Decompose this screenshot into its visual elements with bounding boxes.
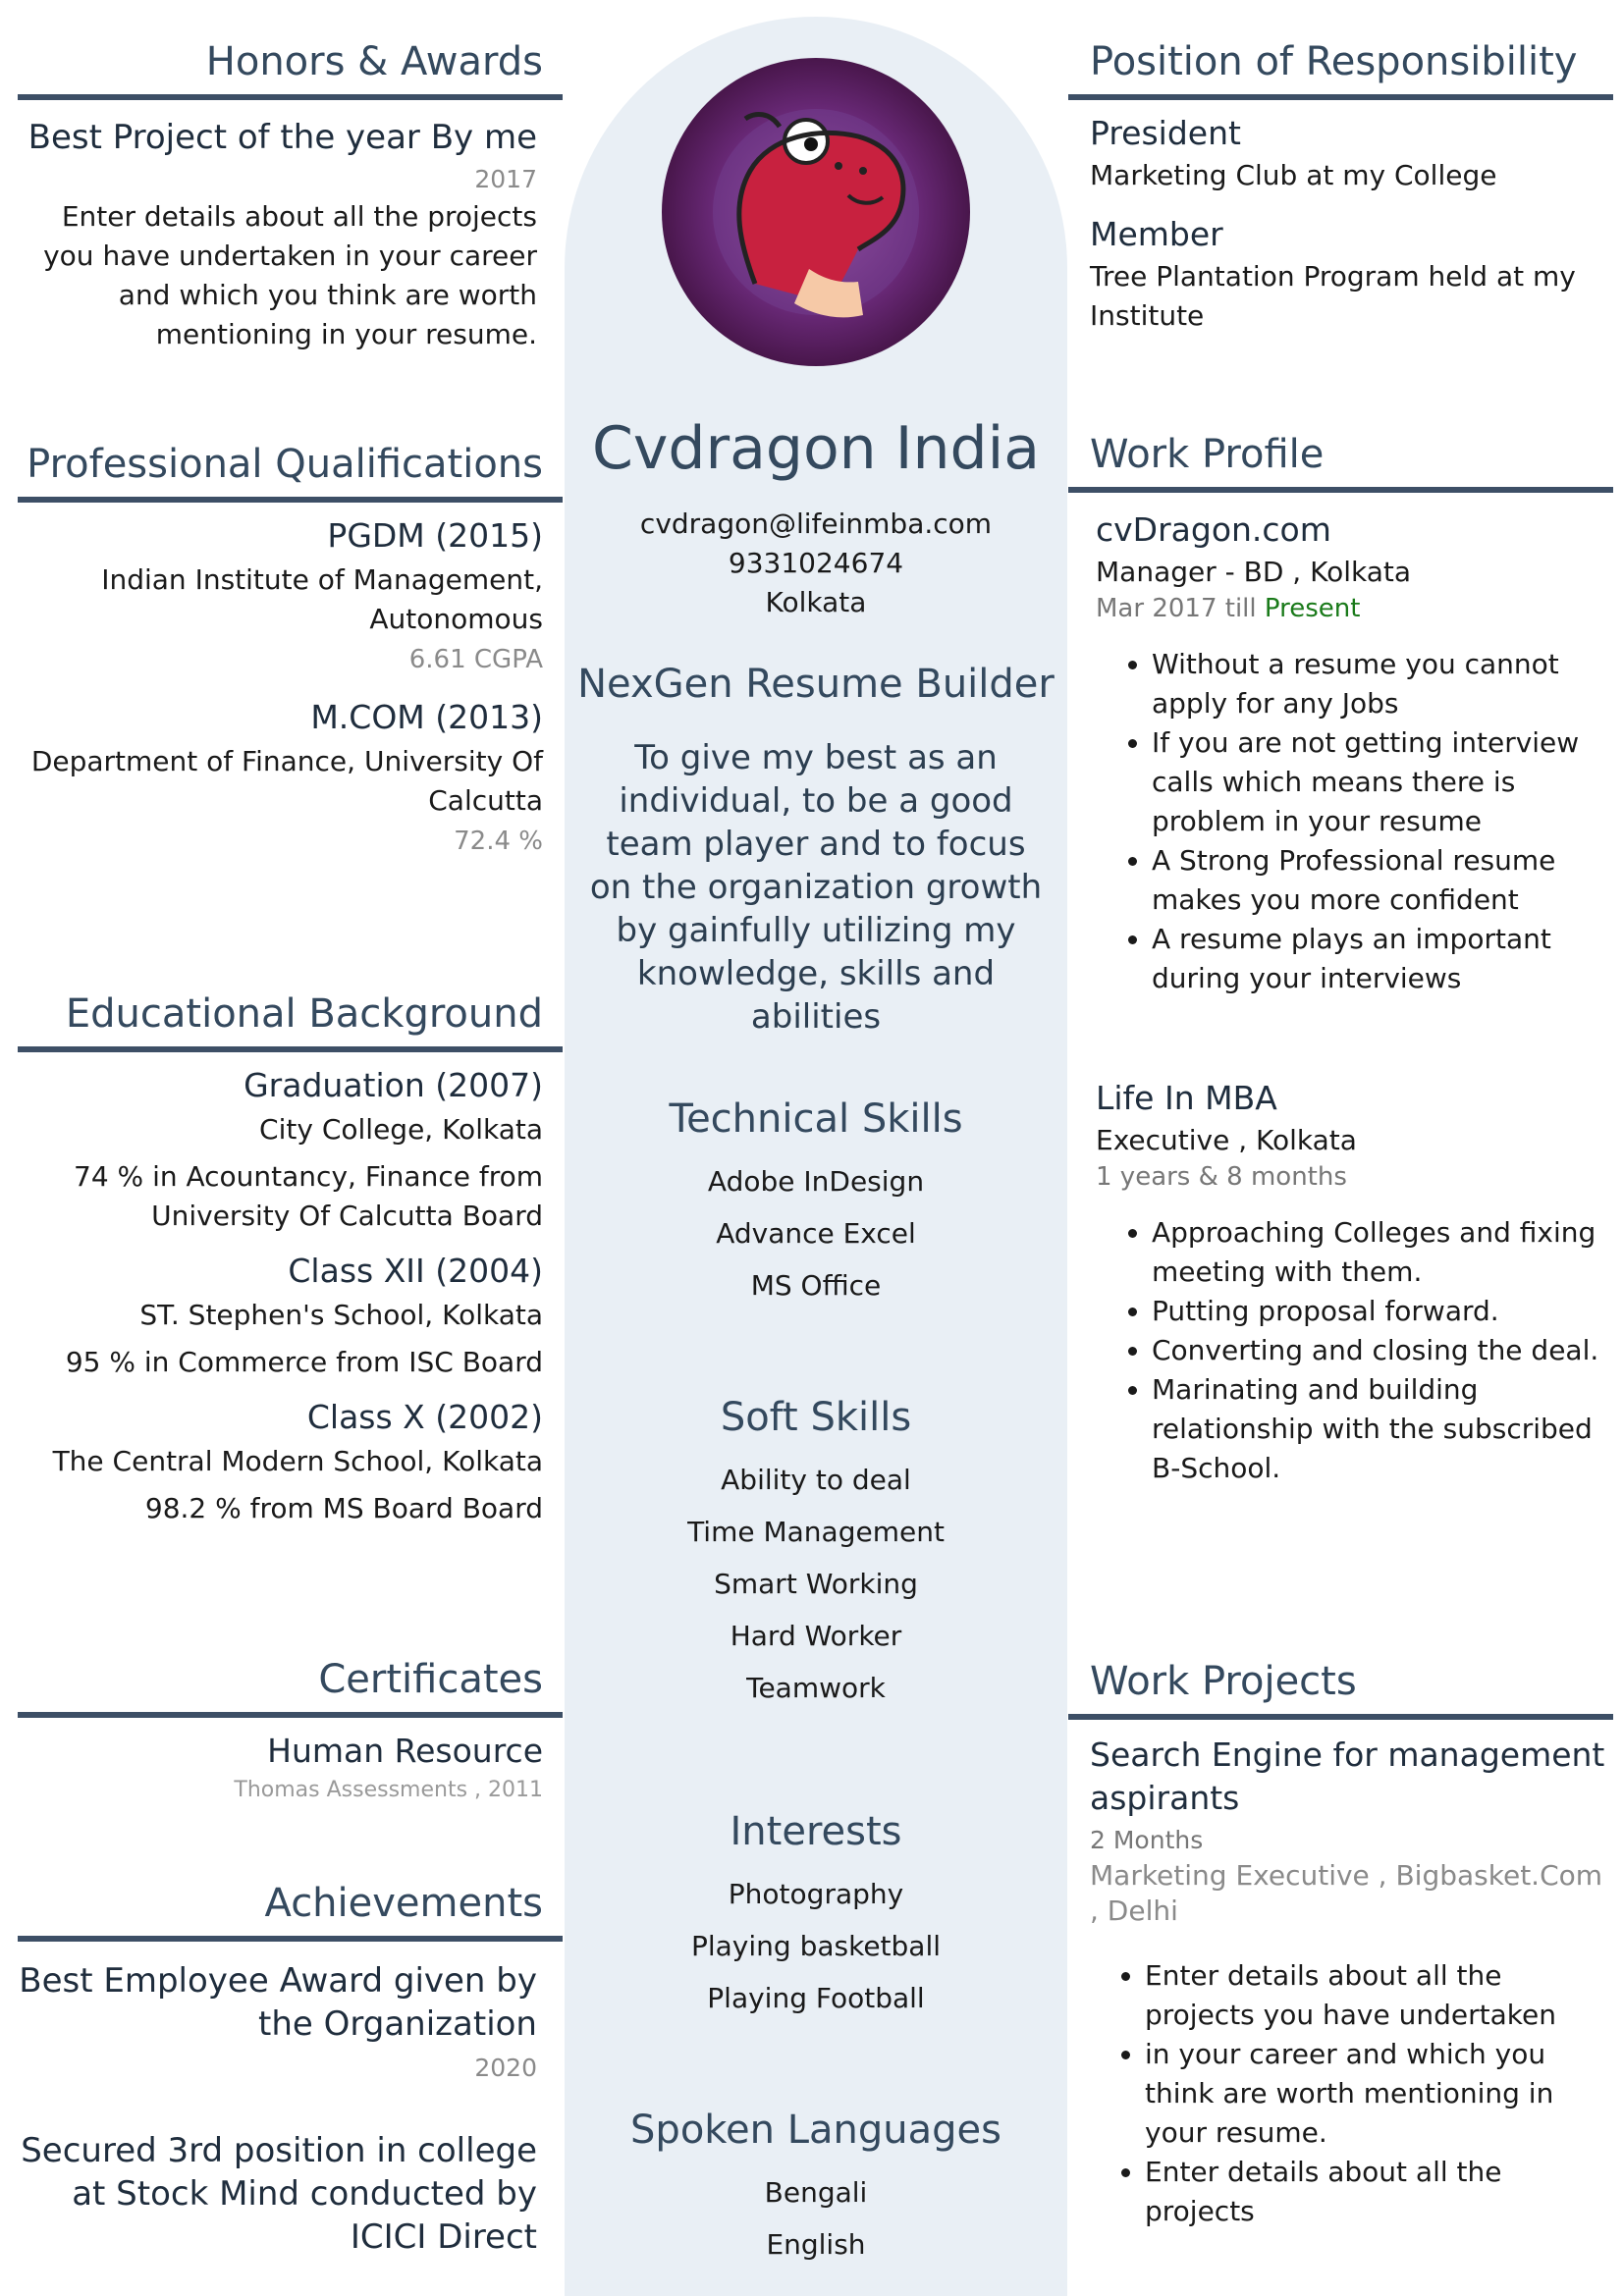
center-panel [565, 17, 1067, 2296]
award-title: Best Project of the year By me [27, 118, 537, 157]
education-school: City College, Kolkata [259, 1113, 543, 1146]
award-description: Enter details about all the projects you have undertaken in your career and which you think are worth mentioning in your resume. [43, 200, 537, 350]
certificate-name: Human Resource [267, 1732, 543, 1770]
list-item: • Enter details about all the projects [1145, 2153, 1613, 2231]
interests-section [565, 1809, 1067, 2014]
section-divider [18, 1936, 563, 1942]
section-divider [1068, 1714, 1613, 1720]
section-title: Achievements [264, 1881, 543, 1926]
skill-item: Advance Excel [716, 1217, 916, 1250]
job-company: Life In MBA [1096, 1079, 1277, 1117]
achievement-text: Best Employee Award given by the Organization [19, 1961, 537, 2044]
job-role: Executive , Kolkata [1096, 1124, 1357, 1156]
skill-item: Ability to deal [721, 1464, 911, 1496]
responsibility-role: Member [1090, 215, 1223, 253]
project-role: Marketing Executive , Bigbasket.Com , Delhi [1090, 1859, 1603, 1927]
job-entry [1068, 510, 1613, 623]
profile-phone: 9331024674 [728, 547, 904, 579]
list-item: • If you are not getting interview calls which means there is problem in your resume [1152, 723, 1613, 841]
qualification-score: 72.4 % [454, 827, 543, 856]
section-divider [18, 1046, 563, 1052]
education-detail: 74 % in Acountancy, Finance from University Of Calcutta Board [74, 1160, 543, 1232]
profile-city: Kolkata [765, 586, 867, 618]
section-divider [18, 94, 563, 100]
responsibility-org: Marketing Club at my College [1090, 159, 1497, 191]
job-bullets [1068, 1213, 1613, 1488]
section-divider [1068, 487, 1613, 493]
section-title: Work Projects [1090, 1659, 1357, 1704]
interest-item: Playing Football [707, 1982, 925, 2014]
list-item: • Approaching Colleges and fixing meeting with them. [1152, 1213, 1613, 1292]
section-title: Educational Background [65, 991, 543, 1037]
qualification-degree: PGDM (2015) [327, 516, 543, 555]
dragon-mascot-icon [662, 58, 970, 366]
soft-skills-section [565, 1395, 1067, 1704]
profile-email[interactable]: cvdragon@lifeinmba.com [639, 507, 993, 540]
languages-section [565, 2108, 1067, 2261]
section-title: Work Profile [1090, 432, 1325, 477]
qualification-institute: Indian Institute of Management, Autonomous [101, 563, 543, 635]
skill-item: Adobe InDesign [707, 1165, 925, 1198]
language-item: English [766, 2228, 866, 2261]
profile-name: Cvdragon India [591, 414, 1041, 483]
skill-item: Smart Working [714, 1568, 918, 1600]
education-section [18, 991, 563, 1528]
qualifications-section [18, 442, 563, 856]
job-role: Manager - BD , Kolkata [1096, 556, 1412, 588]
responsibility-role: President [1090, 114, 1241, 152]
certificates-section [18, 1657, 563, 1802]
education-name: Class X (2002) [306, 1398, 543, 1436]
education-school: The Central Modern School, Kolkata [52, 1445, 543, 1477]
skill-item: Teamwork [746, 1672, 886, 1704]
section-title: Professional Qualifications [27, 442, 543, 487]
section-divider [18, 497, 563, 503]
job-company: cvDragon.com [1096, 510, 1331, 549]
section-title: Spoken Languages [630, 2108, 1001, 2153]
qualification-institute: Department of Finance, University Of Calcutta [30, 745, 543, 817]
education-detail: 98.2 % from MS Board Board [144, 1492, 543, 1524]
education-name: Class XII (2004) [288, 1252, 543, 1290]
section-title: Technical Skills [669, 1096, 963, 1142]
section-title: Interests [730, 1809, 902, 1854]
project-bullets [1068, 1956, 1613, 2231]
honors-section [18, 39, 563, 354]
list-item: • Marinating and building relationship with the subscribed B-School. [1152, 1370, 1613, 1488]
list-item: • A Strong Professional resume makes you more confident [1152, 841, 1613, 920]
work-profile-section [1068, 432, 1613, 1488]
certificate-detail: Thomas Assessments , 2011 [234, 1778, 543, 1802]
list-item: • A resume plays an important during your interviews [1152, 920, 1613, 998]
responsibility-org: Tree Plantation Program held at my Institute [1090, 260, 1576, 332]
profile-tagline: NexGen Resume Builder [577, 662, 1055, 707]
qualification-degree: M.COM (2013) [310, 698, 543, 736]
list-item: • Converting and closing the deal. [1152, 1331, 1613, 1370]
avatar [662, 58, 970, 366]
skill-item: Hard Worker [730, 1620, 902, 1652]
education-school: ST. Stephen's School, Kolkata [139, 1299, 543, 1331]
education-detail: 95 % in Commerce from ISC Board [65, 1346, 543, 1378]
project-duration: 2 Months [1090, 1826, 1204, 1854]
list-item: • in your career and which you think are worth mentioning in your resume. [1145, 2035, 1613, 2153]
career-objective: To give my best as an individual, to be a good team player and to focus on the organization growth by gainfully utilizing my knowledge, skills and abilities [589, 738, 1043, 1037]
achievements-section [18, 1881, 563, 2259]
language-item: Bengali [764, 2176, 868, 2209]
section-title: Honors & Awards [205, 39, 543, 84]
skill-item: MS Office [750, 1269, 882, 1302]
qualification-score: 6.61 CGPA [408, 645, 543, 674]
list-item: • Putting proposal forward. [1152, 1292, 1613, 1331]
education-name: Graduation (2007) [243, 1066, 543, 1104]
job-period: 1 years & 8 months [1096, 1162, 1347, 1192]
section-divider [1068, 94, 1613, 100]
skill-item: Time Management [687, 1516, 945, 1548]
section-title: Soft Skills [720, 1395, 912, 1440]
list-item: • Without a resume you cannot apply for any Jobs [1152, 645, 1613, 723]
technical-skills-section [565, 1096, 1067, 1302]
project-name: Search Engine for management aspirants [1090, 1735, 1605, 1817]
work-projects-section [1068, 1659, 1613, 2231]
interest-item: Photography [728, 1878, 904, 1910]
list-item: • Enter details about all the projects you have undertaken [1145, 1956, 1613, 2035]
job-entry [1068, 1079, 1613, 1192]
achievement-text: Secured 3rd position in college at Stock Mind conducted by ICICI Direct [21, 2131, 537, 2257]
interest-item: Playing basketball [690, 1930, 942, 1962]
section-divider [18, 1712, 563, 1718]
present-label: Present [1264, 594, 1361, 623]
job-bullets [1068, 645, 1613, 998]
achievement-year: 2020 [474, 2054, 537, 2082]
responsibility-section [1068, 39, 1613, 336]
job-period: Mar 2017 till [1096, 594, 1257, 623]
section-title: Position of Responsibility [1090, 39, 1578, 84]
section-title: Certificates [318, 1657, 543, 1702]
award-year: 2017 [474, 165, 537, 193]
